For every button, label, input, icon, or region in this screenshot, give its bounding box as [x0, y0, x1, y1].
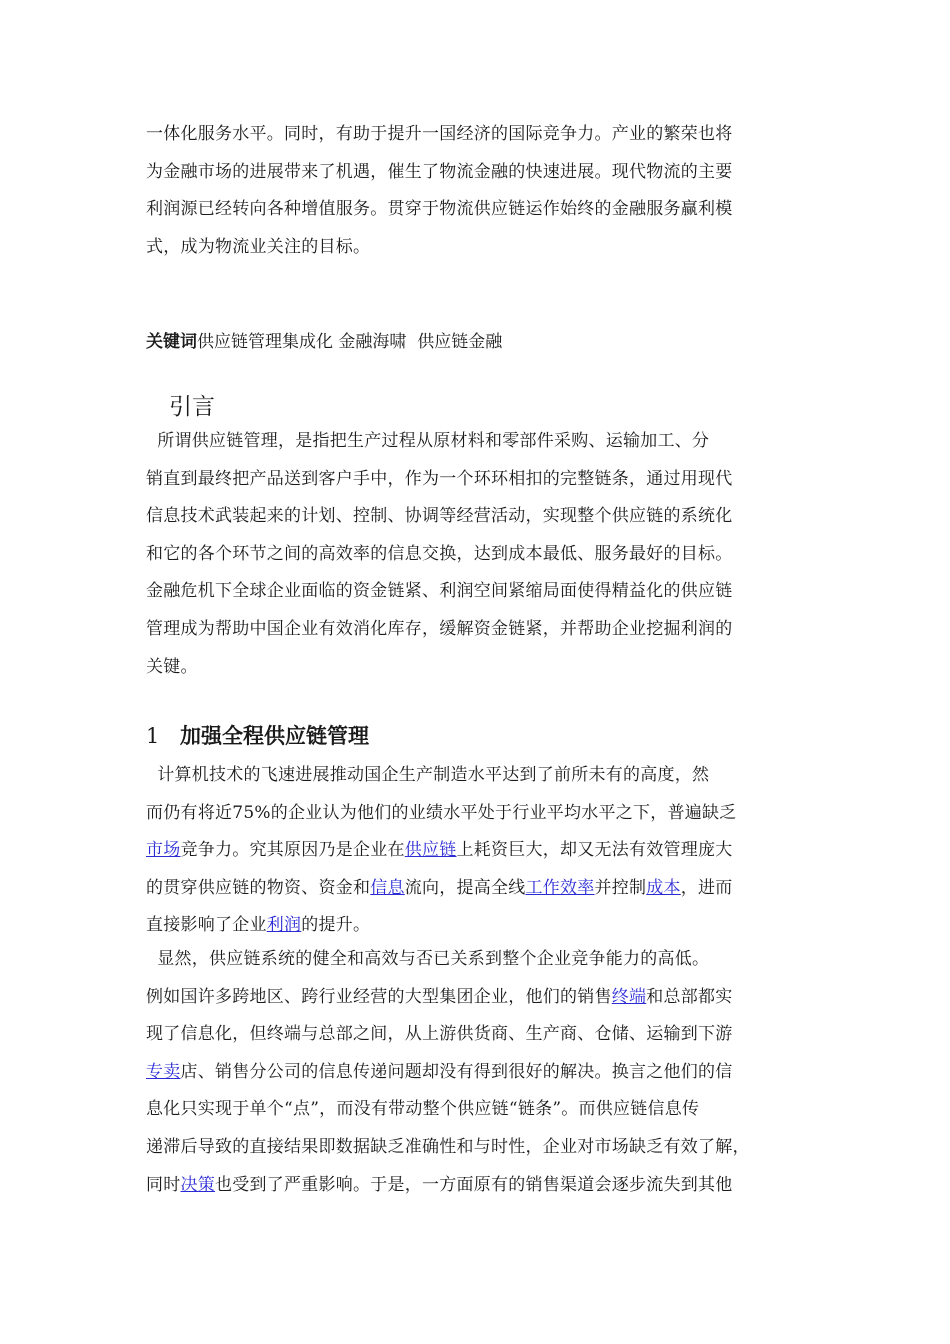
- text-line: 为金融市场的进展带来了机遇，催生了物流金融的快速进展。现代物流的主要: [146, 161, 733, 182]
- text-line: 专卖店、销售分公司的信息传递问题却没有得到很好的解决。换言之他们的信: [146, 1061, 733, 1082]
- link-market[interactable]: 市场: [146, 840, 181, 861]
- text-line: 市场竞争力。究其原因乃是企业在供应链上耗资巨大，却又无法有效管理庞大: [146, 840, 733, 861]
- intro-heading: 引言: [169, 394, 215, 420]
- text-line: 关键。: [146, 656, 198, 677]
- text-line: 利润源已经转向各种增值服务。贯穿于物流供应链运作始终的金融服务赢利模: [146, 199, 733, 220]
- link-franchise[interactable]: 专卖: [146, 1061, 181, 1082]
- text-line: 销直到最终把产品送到客户手中，作为一个环环相扣的完整链条，通过用现代: [146, 468, 733, 489]
- text-line: 同时决策也受到了严重影响。于是，一方面原有的销售渠道会逐步流失到其他: [146, 1174, 733, 1195]
- intro-paragraph: [146, 423, 811, 686]
- link-decision[interactable]: 决策: [180, 1174, 215, 1195]
- text-line: 例如国许多跨地区、跨行业经营的大型集团企业，他们的销售终端和总部都实: [146, 986, 733, 1007]
- text-line: 递滞后导致的直接结果即数据缺乏准确性和与时性，企业对市场缺乏有效了解，: [146, 1136, 750, 1157]
- keywords-line: [146, 327, 811, 357]
- link-supply-chain[interactable]: 供应链: [404, 840, 457, 861]
- text-line: 计算机技术的飞速进展推动国企生产制造水平达到了前所未有的高度，然: [146, 765, 710, 785]
- text-line: 信息技术武装起来的计划、控制、协调等经营活动，实现整个供应链的系统化: [146, 506, 733, 527]
- link-work-efficiency[interactable]: 工作效率: [525, 877, 595, 898]
- text-line: 式，成为物流业关注的目标。: [146, 236, 371, 257]
- link-terminal[interactable]: 终端: [611, 986, 647, 1007]
- keywords-text: 供应链管理集成化 金融海啸 供应链金融: [197, 332, 503, 352]
- text-line: 息化只实现于单个“点”，而没有带动整个供应链“链条”。而供应链信息传: [146, 1099, 700, 1120]
- keywords-label: 关键词: [146, 332, 197, 352]
- section-1-heading: [146, 720, 369, 750]
- link-profit[interactable]: 利润: [266, 915, 302, 936]
- text-line: 管理成为帮助中国企业有效消化库存，缓解资金链紧，并帮助企业挖掘利润的: [146, 618, 733, 639]
- text-line: 现了信息化，但终端与总部之间，从上游供货商、生产商、仓储、运输到下游: [146, 1024, 733, 1045]
- text-line: 金融危机下全球企业面临的资金链紧、利润空间紧缩局面使得精益化的供应链: [146, 581, 733, 602]
- text-line: 直接影响了企业利润的提升。: [146, 915, 371, 936]
- text-line: 而仍有将近75%的企业认为他们的业绩水平处于行业平均水平之下，普遍缺乏: [146, 802, 737, 823]
- section-1-paragraph-2: [146, 941, 811, 1204]
- text-line: 所谓供应链管理，是指把生产过程从原材料和零部件采购、运输加工、分: [146, 431, 710, 451]
- text-line: 一体化服务水平。同时，有助于提升一国经济的国际竞争力。产业的繁荣也将: [146, 124, 733, 144]
- link-cost[interactable]: 成本: [646, 877, 681, 898]
- text-line: 的贯穿供应链的物资、资金和信息流向，提高全线工作效率并控制成本，进而: [146, 877, 733, 898]
- abstract-paragraph: [146, 116, 811, 266]
- section-1-paragraph-1: [146, 757, 811, 945]
- link-information[interactable]: 信息: [370, 877, 405, 898]
- text-line: 和它的各个环节之间的高效率的信息交换，达到成本最低、服务最好的目标。: [146, 543, 733, 564]
- section-number: 1: [146, 724, 160, 748]
- section-title: 加强全程供应链管理: [180, 724, 369, 748]
- text-line: 显然，供应链系统的健全和高效与否已关系到整个企业竞争能力的高低。: [146, 949, 710, 969]
